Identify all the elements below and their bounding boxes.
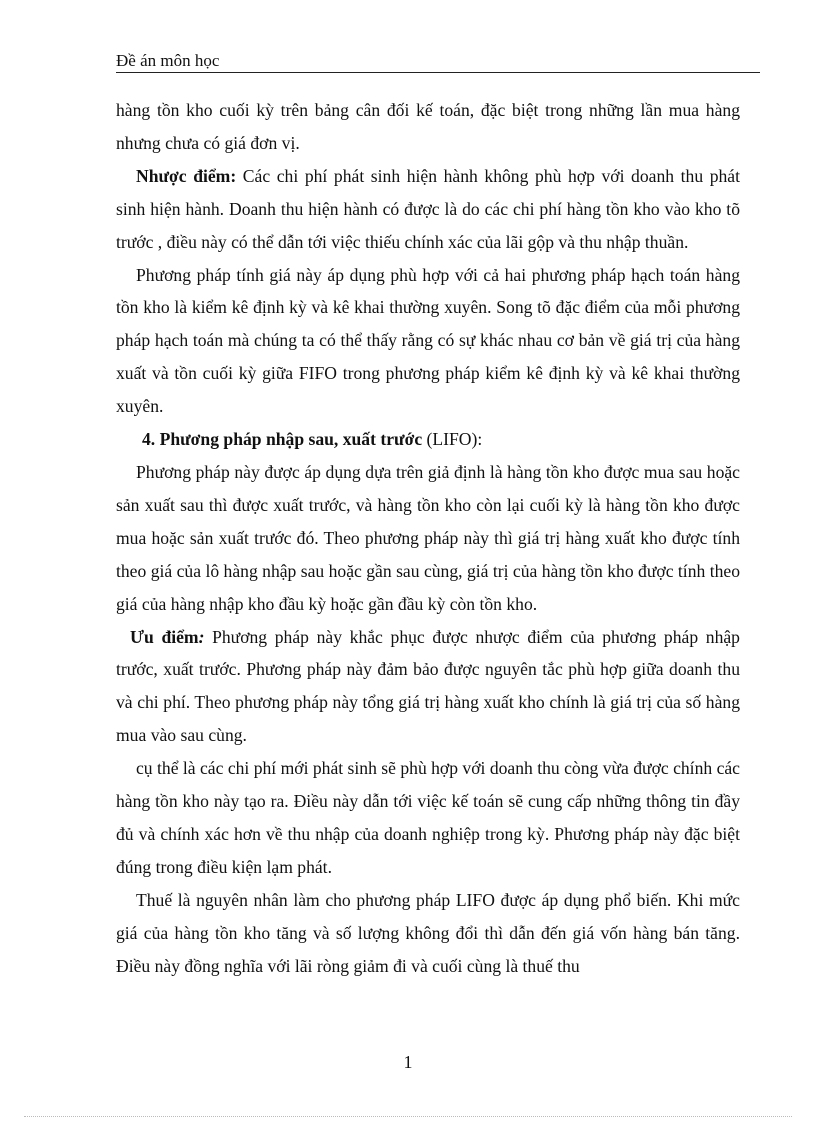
paragraph-lifo-definition: Phương pháp này được áp dụng dựa trên giả định là hàng tồn kho được mua sau hoặc sản xuất sau thì được xuất trước, và hàng tồn kho còn lại cuối kỳ là hàng tồn kho được mua hoặc sản xuất trước đó. Theo phương pháp này thì giá trị hàng xuất kho được tính theo giá của lô hàng nhập sau hoặc gần sau cùng, giá trị của hàng tồn kho được tính theo giá của hàng nhập kho đầu kỳ hoặc gần đầu kỳ còn tồn kho. [116,461,740,614]
advantage-colon: : [198,626,205,647]
disadvantage-label: Nhược điểm: [136,165,237,186]
disadvantage-text: Các chi phí phát sinh hiện hành không phù hợp với doanh thu phát sinh hiện hành. Doanh thu hiện hành có được là do các chi phí hàng tồn kho vào kho tõ trước , điều này có thể dẫn tới việc thiếu chính xác của lãi gộp và thu nhập thuần. [116,165,741,252]
paragraph-advantage [116,621,740,753]
page-number: 1 [403,1052,413,1072]
body-text [116,94,740,982]
advantage-text: Phương pháp này khắc phục được nhược điểm của phương pháp nhập trước, xuất trước. Phương pháp này đảm bảo được nguyên tắc phù hợp giữa doanh thu và chi phí. Theo phương pháp này tổng giá trị hàng xuất kho chính là giá trị của số hàng mua vào sau cùng. [116,626,740,746]
paragraph-continuation: hàng tồn kho cuối kỳ trên bảng cân đối kế toán, đặc biệt trong những lần mua hàng nhưng chưa có giá đơn vị. [116,100,740,153]
header-title: Đề án môn học [116,51,220,70]
advantage-label: Ưu điểm [130,626,199,647]
paragraph-disadvantage [116,160,740,259]
paragraph-specifics: cụ thể là các chi phí mới phát sinh sẽ phù hợp với doanh thu còng vừa được chính các hàng tồn kho này tạo ra. Điều này dẫn tới việc kế toán sẽ cung cấp những thông tin đầy đủ và chính xác hơn về thu nhập của doanh nghiệp trong kỳ. Phương pháp này đặc biệt đúng trong điều kiện lạm phát. [116,758,740,877]
section-heading-bold: 4. Phương pháp nhập sau, xuất trước [142,429,423,450]
footer-divider [24,1116,792,1117]
paragraph-tax: Thuế là nguyên nhân làm cho phương pháp LIFO được áp dụng phổ biến. Khi mức giá của hàng tồn kho tăng và số lượng không đổi thì dẫn đến giá vốn hàng bán tăng. Điều này đồng nghĩa với lãi ròng giảm đi và cuối cùng là thuế thu [116,889,740,976]
section-heading-suffix: (LIFO): [422,429,483,450]
page-header [116,48,760,73]
section-heading-lifo [116,423,740,456]
paragraph-applicability: Phương pháp tính giá này áp dụng phù hợp với cả hai phương pháp hạch toán hàng tồn kho là kiểm kê định kỳ và kê khai thường xuyên. Song tõ đặc điểm của mỗi phương pháp hạch toán mà chúng ta có thể thấy rằng có sự khác nhau cơ bản về giá trị của hàng xuất và tồn cuối kỳ giữa FIFO trong phương pháp kiểm kê định kỳ và kê khai thường xuyên. [116,264,740,417]
